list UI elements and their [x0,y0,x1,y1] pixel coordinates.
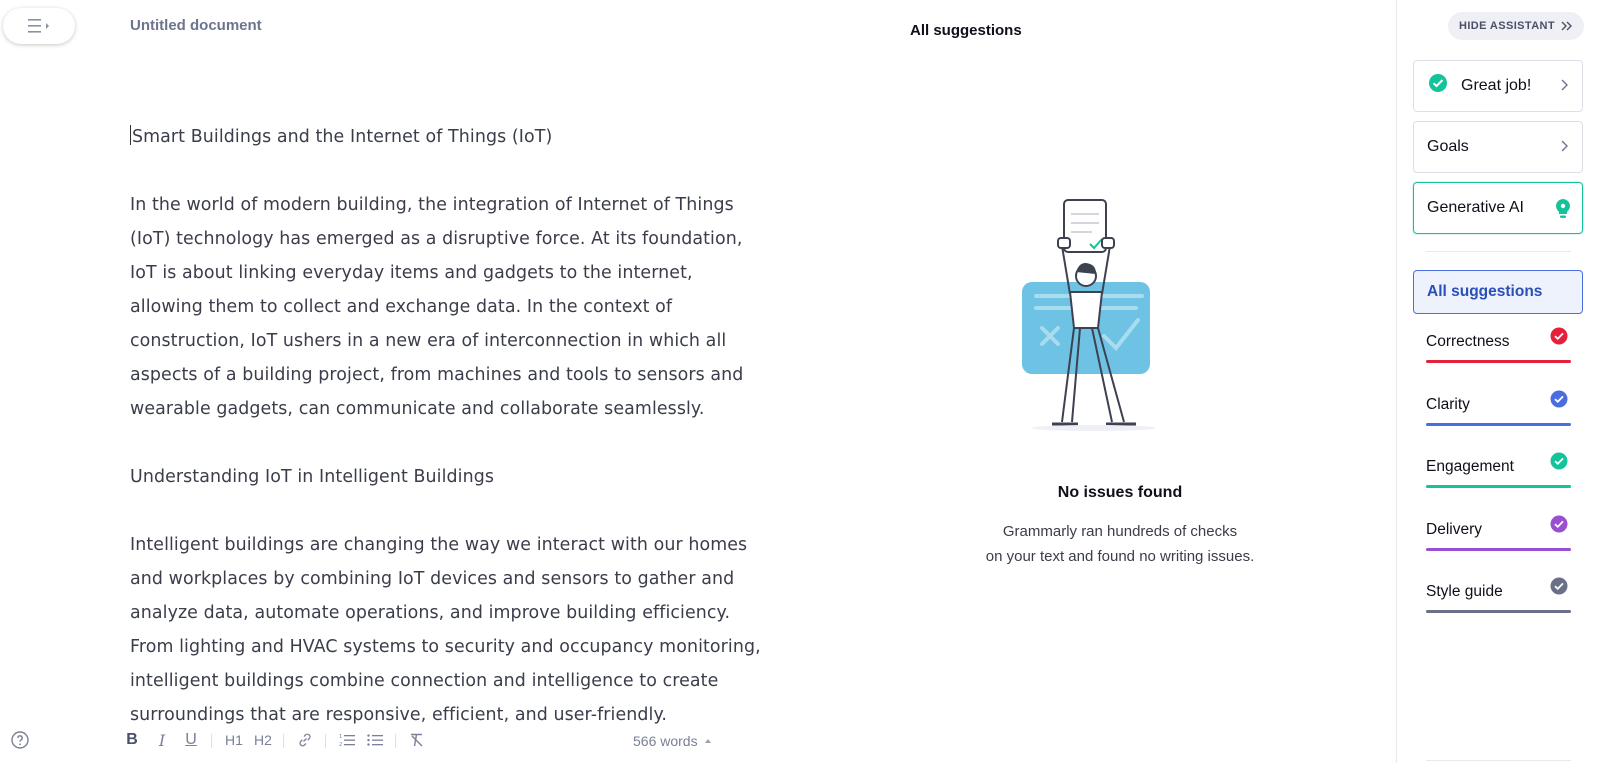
hide-assistant-label: HIDE ASSISTANT [1458,20,1556,32]
svg-text:1: 1 [339,734,343,740]
check-circle-icon [1550,327,1568,345]
category-delivery[interactable] [1426,511,1571,551]
heading1-button[interactable]: H1 [225,732,243,748]
no-issues-description: Grammarly ran hundreds of checks on your text and found no writing issues. [985,523,1255,565]
doc-heading: Smart Buildings and the Internet of Things (IoT) [132,127,553,147]
svg-text:2: 2 [339,742,343,748]
category-bar [1426,485,1571,488]
check-circle-icon [1550,452,1568,470]
help-button[interactable] [8,722,32,758]
document-title[interactable]: Untitled document [130,17,262,34]
generative-ai-card[interactable] [1413,182,1583,234]
document-editor[interactable] [130,120,770,725]
assistant-sidebar [1396,0,1600,763]
overall-score-card[interactable] [1413,60,1583,112]
goals-label: Goals [1427,138,1469,155]
chevron-right-icon [1560,138,1570,154]
numbered-list-icon [339,732,355,748]
category-label: Engagement [1426,458,1514,475]
category-label: Delivery [1426,521,1482,538]
help-icon [11,731,29,749]
check-circle-icon [1550,577,1568,595]
generative-ai-label: Generative AI [1427,199,1524,216]
link-button[interactable] [295,722,315,758]
all-suggestions-filter[interactable]: All suggestions [1413,270,1583,314]
category-correctness[interactable] [1426,323,1571,363]
category-clarity[interactable] [1426,386,1571,426]
word-count[interactable] [633,733,712,749]
category-bar [1426,423,1571,426]
lightbulb-icon [1554,198,1572,220]
bulleted-list-button[interactable] [365,722,385,758]
main-menu-button[interactable] [3,8,75,44]
check-circle-icon [1550,390,1568,408]
category-bar [1426,360,1571,363]
link-icon [297,732,313,748]
bold-button[interactable]: B [126,731,138,748]
category-label: Correctness [1426,333,1510,350]
clear-format-icon [409,732,425,748]
panel-title: All suggestions [910,22,1022,39]
doc-paragraph: In the world of modern building, the integration of Internet of Things (IoT) technology has emerged as a disruptive force. At its foundation, IoT is about linking everyday items and gadgets to the internet, allowing them to collect and exchange data. In the context of construction, IoT ushers in a new era of interconnection in which all aspects of a building project, from machines and tools to sensors and wearable gadgets, can communicate and collaborate seamlessly. [130,195,744,419]
menu-icon [28,18,50,34]
caret-up-icon [704,737,712,745]
formatting-toolbar [0,722,740,758]
category-engagement[interactable] [1426,448,1571,488]
check-circle-icon [1550,515,1568,533]
hide-assistant-button[interactable] [1448,12,1584,40]
no-issues-title: No issues found [1057,484,1183,501]
word-count-label: 566 words [633,733,698,749]
bulleted-list-icon [367,732,383,748]
goals-card[interactable] [1413,121,1583,173]
clear-format-button[interactable] [407,722,427,758]
category-label: Style guide [1426,583,1503,600]
category-bar [1426,610,1571,613]
italic-button[interactable]: I [158,730,166,750]
numbered-list-button[interactable] [337,722,357,758]
text-caret [130,125,131,145]
score-label: Great job! [1461,77,1532,94]
heading2-button[interactable]: H2 [254,732,272,748]
category-label: Clarity [1426,396,1470,413]
doc-subheading: Understanding IoT in Intelligent Buildings [130,467,495,487]
category-style-guide[interactable] [1426,573,1571,613]
underline-button[interactable]: U [185,731,197,748]
chevron-right-icon [1560,77,1570,93]
category-bar [1426,548,1571,551]
sidebar-divider [1426,251,1571,252]
double-chevron-right-icon [1561,21,1573,31]
check-circle-icon [1428,73,1448,93]
sidebar-bottom-divider [1426,760,1571,761]
doc-paragraph: Intelligent buildings are changing the way we interact with our homes and workplaces by combining IoT devices and sensors to gather and analyze data, automate operations, and improve building efficiency. From lighting and HVAC systems to security and occupancy monitoring, intelligent buildings combine connection and intelligence to create surroundings that are responsive, efficient, and user-friendly. [130,535,761,725]
celebration-illustration-icon [1032,196,1182,438]
